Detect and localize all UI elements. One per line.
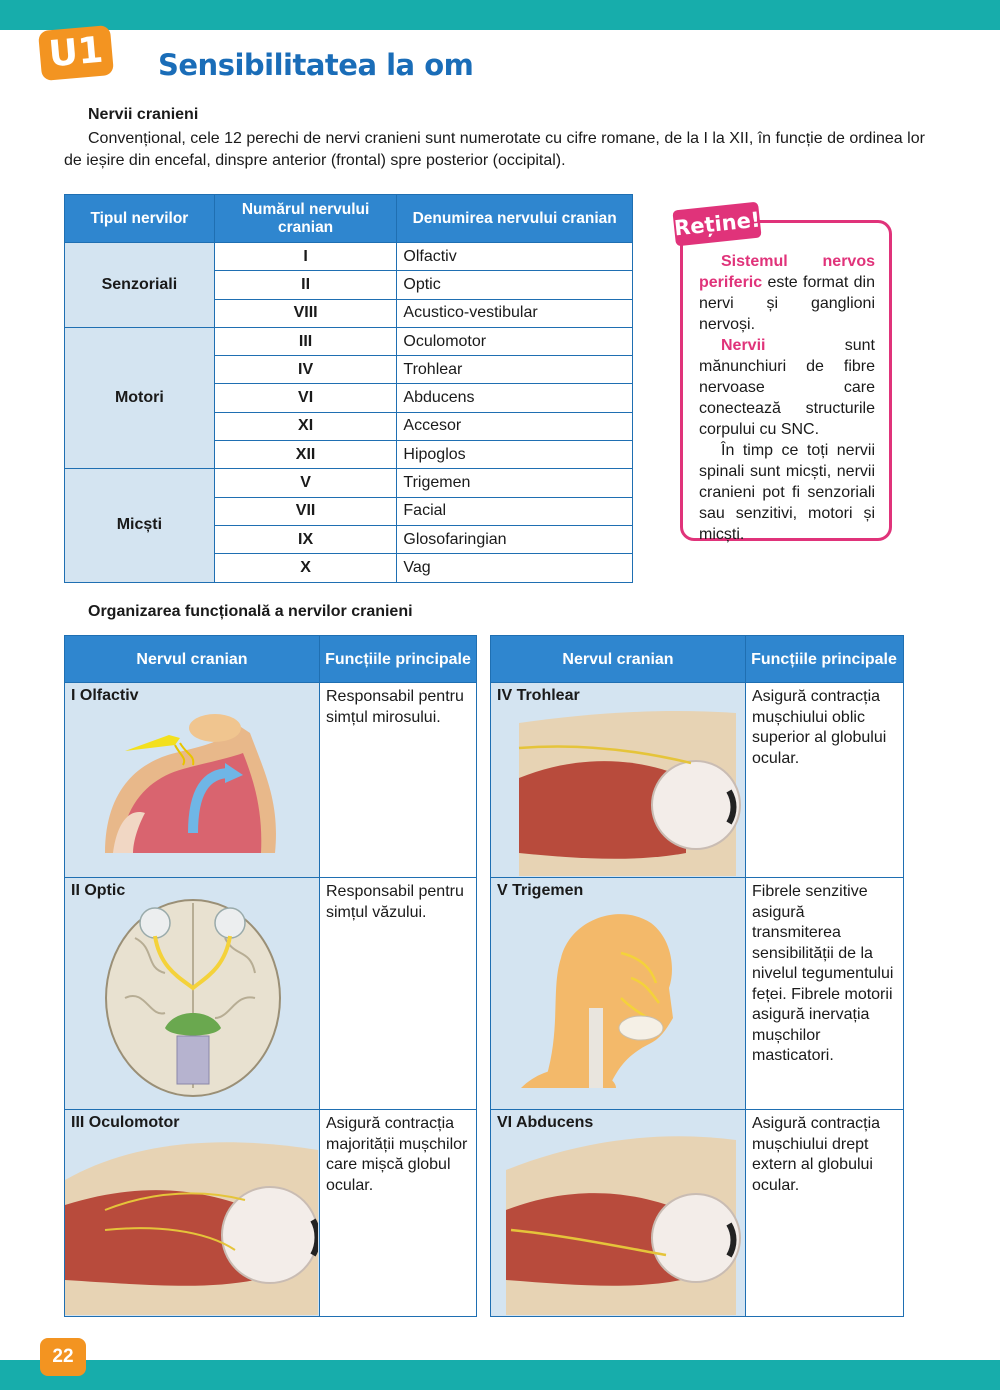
table-row: [65, 469, 633, 497]
optic-brain-illustration: [65, 878, 318, 1108]
table-row: [491, 1109, 903, 1316]
column-header-number: Numărul nervului cranian: [214, 195, 397, 243]
nerve-number: XI: [214, 412, 397, 440]
nerve-name: Optic: [397, 271, 633, 299]
nerve-label: I Olfactiv: [71, 687, 139, 704]
table-row: [65, 327, 633, 355]
section-heading-functional-organization: Organizarea funcțională a nervilor cranieni: [88, 603, 413, 620]
nerve-name: Acustico-vestibular: [397, 299, 633, 327]
function-text: Responsabil pentru simțul mirosului.: [326, 688, 464, 726]
nerve-name: Abducens: [397, 384, 633, 412]
nerve-label: III Oculomotor: [71, 1114, 180, 1131]
trigeminal-head-illustration: [491, 878, 744, 1108]
nerve-number: VII: [214, 497, 397, 525]
nerve-number: VI: [214, 384, 397, 412]
nerve-name: Facial: [397, 497, 633, 525]
function-text: Asigură contracția mușchiului drept extern al globului ocular.: [752, 1115, 881, 1194]
nerve-label: II Optic: [71, 882, 126, 899]
table-row: [65, 682, 477, 877]
trochlear-eye-illustration: [491, 683, 744, 876]
function-text: Fibrele senzitive asigură transmiterea sensibilității de la nivelul tegumentului feței. Fibrele motorii asigură inervația mușchilor masticatori.: [752, 883, 894, 1064]
bottom-color-bar: [0, 1360, 1000, 1390]
function-text: Asigură contracția majorității mușchilor care mișcă globul ocular.: [326, 1115, 468, 1194]
column-header-function: Funcțiile principale: [751, 650, 897, 668]
table-row: [65, 243, 633, 271]
nerve-name: Hipoglos: [397, 441, 633, 469]
abducens-eye-illustration: [491, 1110, 744, 1315]
nerve-number: I: [214, 243, 397, 271]
nerve-number: X: [214, 554, 397, 582]
column-header-type: Tipul nervilor: [65, 195, 215, 243]
column-header-function: Funcțiile principale: [325, 650, 471, 668]
page-number: 22: [40, 1338, 86, 1376]
column-header-nerve: Nervul cranian: [65, 636, 320, 682]
table-row: [65, 877, 477, 1109]
unit-badge: U1: [38, 25, 114, 81]
table-row: [491, 877, 903, 1109]
nerve-name: Trohlear: [397, 356, 633, 384]
nerve-label: V Trigemen: [497, 882, 584, 899]
nerve-name: Trigemen: [397, 469, 633, 497]
remember-term-nerves: Nervii: [721, 337, 766, 354]
column-header-nerve: Nervul cranian: [491, 636, 746, 682]
nerve-name: Olfactiv: [397, 243, 633, 271]
nerve-name: Accesor: [397, 412, 633, 440]
remember-box: [680, 220, 892, 541]
remember-paragraph-2: [699, 335, 875, 440]
nerve-number: XII: [214, 441, 397, 469]
intro-paragraph: Convențional, cele 12 perechi de nervi cranieni sunt numerotate cu cifre romane, de la I la XII, în funcție de ordinea lor de ieșire din encefal, dinspre anterior (frontal) spre posterior (occipital).: [64, 130, 925, 169]
remember-term-pns: Sistemul nervos periferic: [699, 253, 875, 291]
table-row: [65, 1109, 477, 1316]
nerve-type-cell: Motori: [65, 327, 215, 468]
nerve-number: II: [214, 271, 397, 299]
remember-tag: Reține!: [672, 202, 761, 247]
nerve-type-cell: Micști: [65, 469, 215, 582]
oculomotor-eye-illustration: [65, 1110, 318, 1315]
nerve-name: Oculomotor: [397, 327, 633, 355]
column-header-name: Denumirea nervului cranian: [397, 195, 633, 243]
function-text: Responsabil pentru simțul văzului.: [326, 883, 464, 921]
nerve-number: IX: [214, 525, 397, 553]
table-row: [491, 682, 903, 877]
function-text: Asigură contracția mușchiului oblic superior al globului ocular.: [752, 688, 887, 767]
remember-paragraph-1: [699, 251, 875, 335]
nerve-number: VIII: [214, 299, 397, 327]
nerve-name: Glosofaringian: [397, 525, 633, 553]
remember-text: este format din nervi și ganglioni nervoși.: [699, 274, 875, 333]
nerve-number: V: [214, 469, 397, 497]
remember-paragraph-3: În timp ce toți nervii spinali sunt micști, nervii cranieni pot fi senzoriali sau senzitivi, motori și micști.: [699, 442, 875, 543]
nerve-type-cell: Senzoriali: [65, 243, 215, 328]
nerve-name: Vag: [397, 554, 633, 582]
cranial-nerves-table: [64, 194, 633, 583]
top-color-bar: [0, 0, 1000, 30]
olfactory-illustration: [65, 683, 318, 876]
remember-text: sunt mănunchiuri de fibre nervoase care conectează structurile corpului cu SNC.: [699, 337, 875, 438]
functions-table-left: [64, 635, 478, 1317]
page-title: Sensibilitatea la om: [158, 48, 474, 82]
nerve-number: IV: [214, 356, 397, 384]
section-heading-cranial-nerves: Nervii cranieni: [88, 106, 199, 123]
nerve-label: IV Trohlear: [497, 687, 580, 704]
nerve-label: VI Abducens: [497, 1114, 594, 1131]
functions-table-right: [490, 635, 904, 1317]
nerve-number: III: [214, 327, 397, 355]
